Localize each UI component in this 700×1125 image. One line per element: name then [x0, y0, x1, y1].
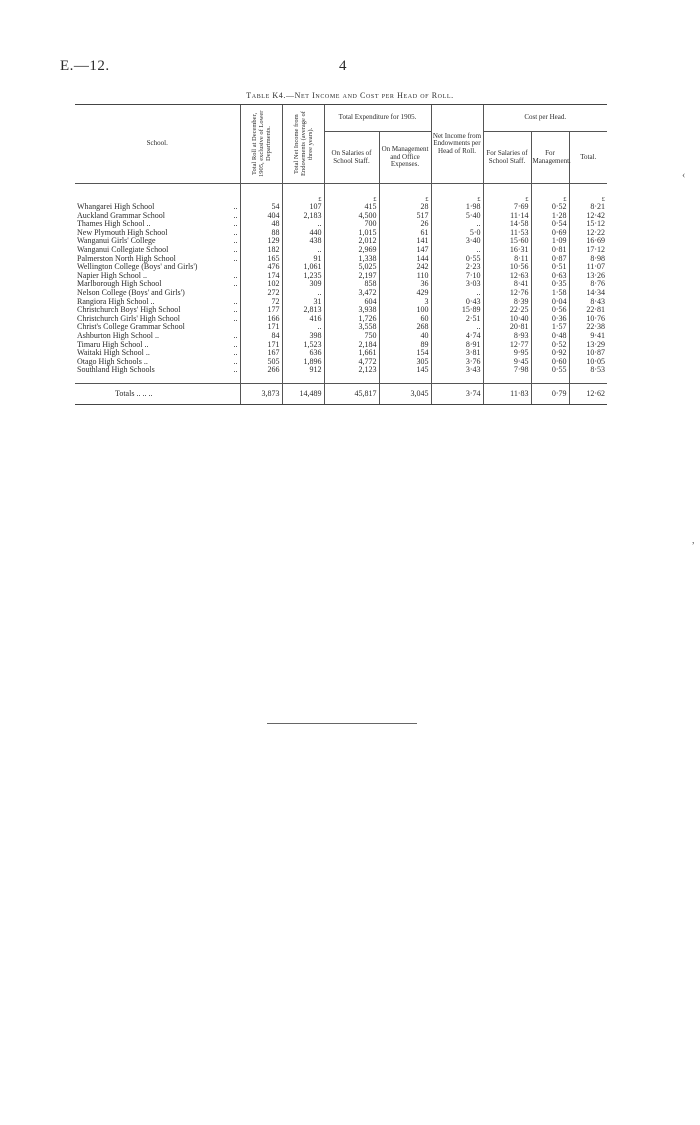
school-name: Marlborough High School: [77, 279, 162, 289]
school-name: Southland High Schools: [77, 365, 155, 375]
cost-salaries-cell: 7·69: [483, 203, 531, 212]
roll-cell: 54: [240, 203, 282, 212]
header-net-income: Net Income from Endowments per Head of Roll.: [431, 105, 483, 184]
cost-total-cell: 22·38: [569, 323, 607, 332]
leader-dots: ..: [233, 236, 238, 246]
net-income-cell: 5·0: [431, 229, 483, 238]
totals-cost-salaries: 11·83: [483, 383, 531, 405]
net-income-cell: 0·43: [431, 298, 483, 307]
net-income-cell: 3·03: [431, 280, 483, 289]
roll-cell: 166: [240, 315, 282, 324]
endowments-cell: 309: [282, 280, 324, 289]
cost-management-cell: 0·87: [531, 255, 569, 264]
management-cell: 147: [379, 246, 431, 255]
school-name: Wellington College (Boys' and Girls'): [77, 262, 198, 272]
table-caption: Table K4.—Net Income and Cost per Head of Roll.: [246, 91, 454, 100]
totals-row: [75, 383, 607, 405]
roll-cell: 272: [240, 289, 282, 298]
school-name: Timaru High School ..: [77, 339, 149, 349]
roll-cell: 171: [240, 341, 282, 350]
net-income-cell: 3·81: [431, 349, 483, 358]
cost-salaries-cell: 12·63: [483, 272, 531, 281]
endowments-cell: 107: [282, 203, 324, 212]
salaries-cell: 3,558: [324, 323, 379, 332]
school-name: Whangarei High School: [77, 202, 155, 211]
cost-total-cell: 16·69: [569, 237, 607, 246]
cost-total-cell: 17·12: [569, 246, 607, 255]
salaries-cell: 604: [324, 298, 379, 307]
roll-cell: 129: [240, 237, 282, 246]
net-income-cell: 15·89: [431, 306, 483, 315]
header-roll: Total Roll at December, 1905, exclusive of Lower Departments.: [240, 105, 282, 184]
salaries-cell: 5,025: [324, 263, 379, 272]
leader-dots: ..: [233, 365, 238, 375]
salaries-cell: 4,772: [324, 358, 379, 367]
roll-cell: 266: [240, 366, 282, 383]
cost-total-cell: 13·29: [569, 341, 607, 350]
school-name: Christchurch Girls' High School: [77, 313, 180, 323]
header-salaries: On Salaries of School Staff.: [324, 132, 379, 184]
school-name: Auckland Grammar School: [77, 210, 165, 220]
endowments-cell: ..: [282, 323, 324, 332]
salaries-cell: 1,726: [324, 315, 379, 324]
cost-total-cell: 15·12: [569, 220, 607, 229]
cost-salaries-cell: 20·81: [483, 323, 531, 332]
roll-cell: 167: [240, 349, 282, 358]
leader-dots: ..: [233, 219, 238, 229]
totals-cost-total: 12·62: [569, 383, 607, 405]
management-cell: 144: [379, 255, 431, 264]
net-income-cell: ..: [431, 246, 483, 255]
endowments-cell: 440: [282, 229, 324, 238]
school-name: Waitaki High School ..: [77, 348, 150, 358]
cost-management-cell: 0·63: [531, 272, 569, 281]
management-cell: 242: [379, 263, 431, 272]
units-row: [75, 184, 607, 204]
roll-cell: 177: [240, 306, 282, 315]
cost-total-cell: 8·98: [569, 255, 607, 264]
management-cell: 89: [379, 341, 431, 350]
margin-mark: ‹: [682, 170, 686, 181]
net-income-cell: 0·55: [431, 255, 483, 264]
roll-cell: 182: [240, 246, 282, 255]
net-income-cell: 2·23: [431, 263, 483, 272]
school-name: Thames High School ..: [77, 219, 151, 229]
cost-total-cell: 12·42: [569, 212, 607, 221]
totals-label: Totals .. .. ..: [75, 383, 240, 405]
cost-salaries-cell: 16·31: [483, 246, 531, 255]
school-name: Napier High School ..: [77, 270, 147, 280]
net-income-cell: 3·76: [431, 358, 483, 367]
school-name: Ashburton High School ..: [77, 330, 159, 340]
header-cost-salaries: For Salaries of School Staff.: [483, 132, 531, 184]
management-cell: 517: [379, 212, 431, 221]
endowments-cell: 31: [282, 298, 324, 307]
net-income-cell: ..: [431, 323, 483, 332]
salaries-cell: 858: [324, 280, 379, 289]
unit-symbol: £: [531, 184, 569, 204]
cost-salaries-cell: 8·11: [483, 255, 531, 264]
endowments-cell: 91: [282, 255, 324, 264]
cost-management-cell: 0·52: [531, 203, 569, 212]
management-cell: 268: [379, 323, 431, 332]
margin-mark: ,: [692, 535, 695, 546]
cost-salaries-cell: 11·14: [483, 212, 531, 221]
management-cell: 100: [379, 306, 431, 315]
salaries-cell: 2,012: [324, 237, 379, 246]
management-cell: 28: [379, 203, 431, 212]
cost-management-cell: 1·57: [531, 323, 569, 332]
cost-management-cell: 0·69: [531, 229, 569, 238]
management-cell: 141: [379, 237, 431, 246]
page-number: 4: [339, 58, 347, 74]
header-management: On Management and Office Expenses.: [379, 132, 431, 184]
header-school: School.: [75, 105, 240, 184]
cost-management-cell: 1·28: [531, 212, 569, 221]
cost-salaries-cell: 9·95: [483, 349, 531, 358]
net-income-cell: 3·40: [431, 237, 483, 246]
net-income-cell: 5·40: [431, 212, 483, 221]
endowments-cell: 2,813: [282, 306, 324, 315]
cost-salaries-cell: 7·98: [483, 366, 531, 383]
totals-roll: 3,873: [240, 383, 282, 405]
management-cell: 61: [379, 229, 431, 238]
school-name: Palmerston North High School: [77, 253, 176, 263]
cost-salaries-cell: 14·58: [483, 220, 531, 229]
school-name: New Plymouth High School: [77, 227, 168, 237]
management-cell: 26: [379, 220, 431, 229]
net-income-cell: ..: [431, 289, 483, 298]
endowments-cell: ..: [282, 246, 324, 255]
cost-per-head-table: [75, 104, 607, 405]
school-name: Otago High Schools ..: [77, 356, 148, 366]
cost-salaries-cell: 9·45: [483, 358, 531, 367]
cost-total-cell: 13·26: [569, 272, 607, 281]
roll-cell: 404: [240, 212, 282, 221]
totals-endowments: 14,489: [282, 383, 324, 405]
leader-dots: ..: [233, 244, 238, 254]
cost-management-cell: 0·92: [531, 349, 569, 358]
unit-symbol: £: [324, 184, 379, 204]
table-row: [75, 366, 607, 383]
leader-dots: ..: [233, 253, 238, 263]
net-income-cell: 7·10: [431, 272, 483, 281]
cost-total-cell: 9·41: [569, 332, 607, 341]
cost-total-cell: 14·34: [569, 289, 607, 298]
roll-cell: 174: [240, 272, 282, 281]
endowments-cell: 416: [282, 315, 324, 324]
endowments-cell: 912: [282, 366, 324, 383]
management-cell: 110: [379, 272, 431, 281]
management-cell: 154: [379, 349, 431, 358]
roll-cell: 72: [240, 298, 282, 307]
cost-salaries-cell: 10·56: [483, 263, 531, 272]
leader-dots: ..: [233, 270, 238, 280]
school-name: Christchurch Boys' High School: [77, 305, 181, 315]
cost-salaries-cell: 15·60: [483, 237, 531, 246]
net-income-cell: 3·43: [431, 366, 483, 383]
cost-management-cell: 0·36: [531, 315, 569, 324]
endowments-cell: 1,061: [282, 263, 324, 272]
cost-total-cell: 8·76: [569, 280, 607, 289]
cost-total-cell: 10·87: [569, 349, 607, 358]
management-cell: 305: [379, 358, 431, 367]
cost-management-cell: 1·09: [531, 237, 569, 246]
endowments-cell: 398: [282, 332, 324, 341]
salaries-cell: 1,338: [324, 255, 379, 264]
totals-cost-management: 0·79: [531, 383, 569, 405]
endowments-cell: 2,183: [282, 212, 324, 221]
leader-dots: ..: [233, 356, 238, 366]
cost-salaries-cell: 10·40: [483, 315, 531, 324]
cost-management-cell: 0·51: [531, 263, 569, 272]
page-reference: E.—12.: [60, 58, 110, 74]
salaries-cell: 415: [324, 203, 379, 212]
salaries-cell: 4,500: [324, 212, 379, 221]
salaries-cell: 1,015: [324, 229, 379, 238]
cost-total-cell: 12·22: [569, 229, 607, 238]
header-expenditure-group: Total Expenditure for 1905.: [324, 105, 431, 132]
salaries-cell: 3,472: [324, 289, 379, 298]
leader-dots: ..: [233, 339, 238, 349]
cost-salaries-cell: 12·76: [483, 289, 531, 298]
unit-symbol: £: [282, 184, 324, 204]
school-name: Rangiora High School ..: [77, 296, 155, 306]
cost-salaries-cell: 8·41: [483, 280, 531, 289]
header-cost-management: For Management.: [531, 132, 569, 184]
cost-total-cell: 22·81: [569, 306, 607, 315]
cost-total-cell: 10·05: [569, 358, 607, 367]
management-cell: 3: [379, 298, 431, 307]
cost-management-cell: 0·52: [531, 341, 569, 350]
management-cell: 36: [379, 280, 431, 289]
salaries-cell: 700: [324, 220, 379, 229]
endowments-cell: 1,523: [282, 341, 324, 350]
leader-dots: ..: [233, 279, 238, 289]
net-income-cell: 2·51: [431, 315, 483, 324]
cost-management-cell: 1·58: [531, 289, 569, 298]
cost-total-cell: 8·53: [569, 366, 607, 383]
salaries-cell: 2,123: [324, 366, 379, 383]
management-cell: 145: [379, 366, 431, 383]
leader-dots: ..: [233, 210, 238, 220]
endowments-cell: ..: [282, 220, 324, 229]
salaries-cell: 2,184: [324, 341, 379, 350]
cost-salaries-cell: 8·93: [483, 332, 531, 341]
salaries-cell: 3,938: [324, 306, 379, 315]
salaries-cell: 750: [324, 332, 379, 341]
leader-dots: ..: [233, 330, 238, 340]
header-cost-total: Total.: [569, 132, 607, 184]
net-income-cell: 4·74: [431, 332, 483, 341]
endowments-cell: 636: [282, 349, 324, 358]
management-cell: 40: [379, 332, 431, 341]
endowments-cell: 1,896: [282, 358, 324, 367]
roll-cell: 171: [240, 323, 282, 332]
unit-symbol: £: [379, 184, 431, 204]
cost-total-cell: 11·07: [569, 263, 607, 272]
roll-cell: 102: [240, 280, 282, 289]
management-cell: 429: [379, 289, 431, 298]
leader-dots: ..: [233, 348, 238, 358]
net-income-cell: 8·91: [431, 341, 483, 350]
salaries-cell: 2,197: [324, 272, 379, 281]
cost-total-cell: 8·21: [569, 203, 607, 212]
roll-cell: 505: [240, 358, 282, 367]
header-endowments: Total Net Income from Endowments (average of three years).: [282, 105, 324, 184]
cost-management-cell: 0·04: [531, 298, 569, 307]
totals-salaries: 45,817: [324, 383, 379, 405]
endowments-cell: ..: [282, 289, 324, 298]
unit-symbol: £: [483, 184, 531, 204]
school-name: Nelson College (Boys' and Girls'): [77, 287, 185, 297]
leader-dots: ..: [233, 202, 238, 211]
net-income-cell: 1·98: [431, 203, 483, 212]
salaries-cell: 2,969: [324, 246, 379, 255]
school-name: Wanganui Girls' College: [77, 236, 156, 246]
totals-management: 3,045: [379, 383, 431, 405]
roll-cell: 165: [240, 255, 282, 264]
unit-symbol: £: [569, 184, 607, 204]
roll-cell: 48: [240, 220, 282, 229]
cost-salaries-cell: 12·77: [483, 341, 531, 350]
cost-salaries-cell: 8·39: [483, 298, 531, 307]
roll-cell: 476: [240, 263, 282, 272]
unit-symbol: £: [431, 184, 483, 204]
cost-total-cell: 8·43: [569, 298, 607, 307]
cost-total-cell: 10·76: [569, 315, 607, 324]
roll-cell: 84: [240, 332, 282, 341]
cost-management-cell: 0·48: [531, 332, 569, 341]
school-name: Christ's College Grammar School: [77, 322, 185, 332]
leader-dots: ..: [233, 305, 238, 315]
section-rule: [267, 723, 417, 724]
net-income-cell: ..: [431, 220, 483, 229]
cost-salaries-cell: 11·53: [483, 229, 531, 238]
cost-management-cell: 0·56: [531, 306, 569, 315]
salaries-cell: 1,661: [324, 349, 379, 358]
roll-cell: 88: [240, 229, 282, 238]
endowments-cell: 438: [282, 237, 324, 246]
cost-management-cell: 0·55: [531, 366, 569, 383]
leader-dots: ..: [233, 296, 238, 306]
management-cell: 60: [379, 315, 431, 324]
endowments-cell: 1,235: [282, 272, 324, 281]
totals-net-income: 3·74: [431, 383, 483, 405]
header-cost-group: Cost per Head.: [483, 105, 607, 132]
cost-management-cell: 0·60: [531, 358, 569, 367]
leader-dots: ..: [233, 313, 238, 323]
cost-management-cell: 0·81: [531, 246, 569, 255]
school-name: Wanganui Collegiate School: [77, 244, 169, 254]
cost-management-cell: 0·35: [531, 280, 569, 289]
cost-salaries-cell: 22·25: [483, 306, 531, 315]
school-cell: [75, 366, 240, 383]
leader-dots: ..: [233, 227, 238, 237]
cost-management-cell: 0·54: [531, 220, 569, 229]
